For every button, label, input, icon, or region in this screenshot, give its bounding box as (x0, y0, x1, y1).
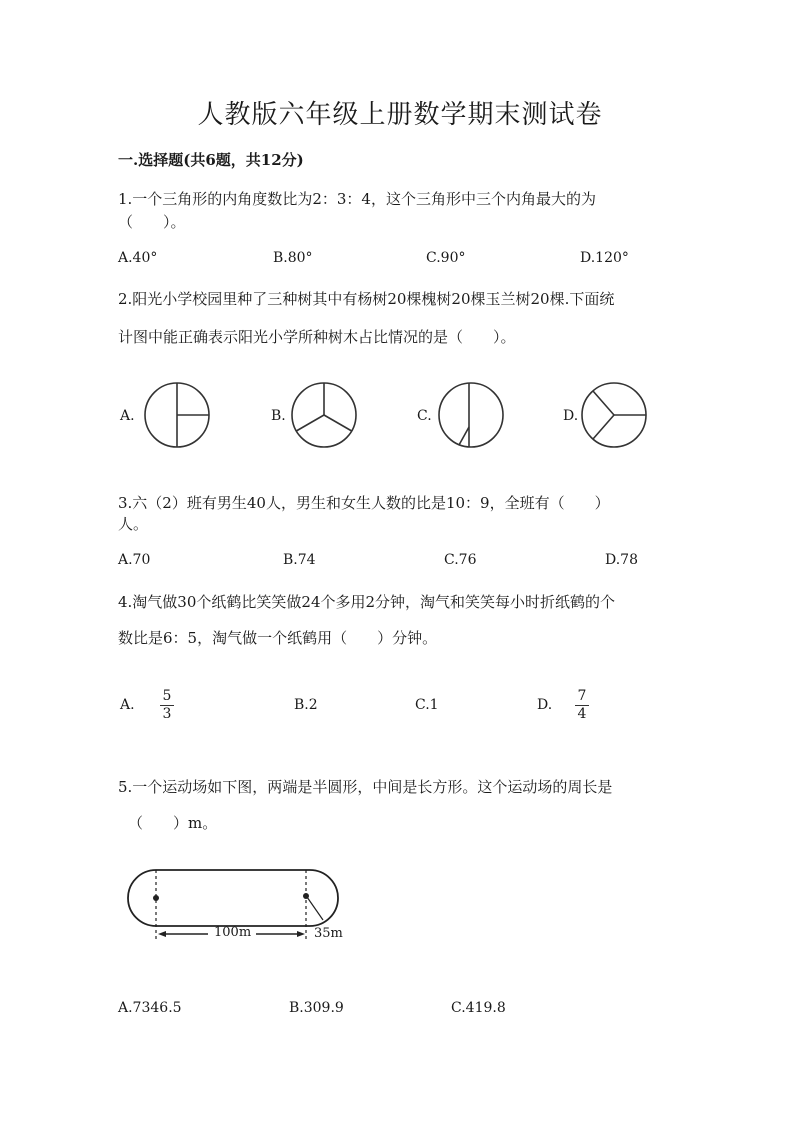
q2-option-c-label: C. (417, 408, 432, 424)
q4-line2: 数比是6：5，淘气做一个纸鹤用（ ）分钟。 (118, 629, 438, 647)
q2-option-b-pie (290, 381, 358, 449)
q4-option-b: B.2 (294, 697, 318, 713)
q5-line1: 5.一个运动场如下图，两端是半圆形，中间是长方形。这个运动场的周长是 (118, 778, 613, 796)
q1-option-a: A.40° (118, 250, 158, 266)
radius-label: 35m (314, 926, 343, 941)
q4-option-a-fraction (160, 689, 174, 722)
section-heading: 一.选择题(共6题，共12分) (118, 151, 304, 169)
q5-option-a: A.7346.5 (118, 1000, 182, 1016)
q4-option-c: C.1 (415, 697, 439, 713)
q2-line1: 2.阳光小学校园里种了三种树其中有杨树20棵槐树20棵玉兰树20棵.下面统 (118, 290, 615, 308)
length-label: 100m (214, 925, 252, 940)
q3-line2: 人。 (118, 515, 149, 533)
q3-line1: 3.六（2）班有男生40人，男生和女生人数的比是10：9，全班有（ ） (118, 494, 610, 512)
q1-line2: （ ）。 (118, 213, 186, 231)
q2-line2: 计图中能正确表示阳光小学所种树木占比情况的是（ ）。 (118, 328, 516, 346)
q3-option-a: A.70 (118, 552, 151, 568)
q2-option-d-label: D. (563, 408, 579, 424)
q1-option-d: D.120° (580, 250, 629, 266)
q4-option-d-fraction (575, 689, 589, 722)
q2-option-d-pie (580, 381, 648, 449)
q2-option-a-label: A. (120, 408, 135, 424)
q4-option-d-numerator: 7 (577, 688, 587, 704)
q5-line2: （ ）m。 (128, 814, 218, 832)
q4-option-a-label: A. (120, 697, 135, 713)
q4-option-a-numerator: 5 (162, 688, 172, 704)
q2-option-c-pie (437, 381, 505, 449)
q3-option-c: C.76 (444, 552, 477, 568)
q3-option-b: B.74 (283, 552, 316, 568)
q4-option-d-denominator: 4 (577, 706, 587, 722)
q4-option-a-denominator: 3 (162, 706, 172, 722)
q4-option-d-label: D. (537, 697, 553, 713)
page-title: 人教版六年级上册数学期末测试卷 (197, 100, 603, 130)
q4-line1: 4.淘气做30个纸鹤比笑笑做24个多用2分钟，淘气和笑笑每小时折纸鹤的个 (118, 593, 616, 611)
q1-line1: 1.一个三角形的内角度数比为2：3：4，这个三角形中三个内角最大的为 (118, 190, 596, 208)
q1-option-c: C.90° (426, 250, 466, 266)
q2-option-a-pie (143, 381, 211, 449)
q1-option-b: B.80° (273, 250, 313, 266)
q2-option-b-label: B. (271, 408, 286, 424)
q5-option-b: B.309.9 (289, 1000, 344, 1016)
q5-option-c: C.419.8 (451, 1000, 506, 1016)
q3-option-d: D.78 (605, 552, 638, 568)
